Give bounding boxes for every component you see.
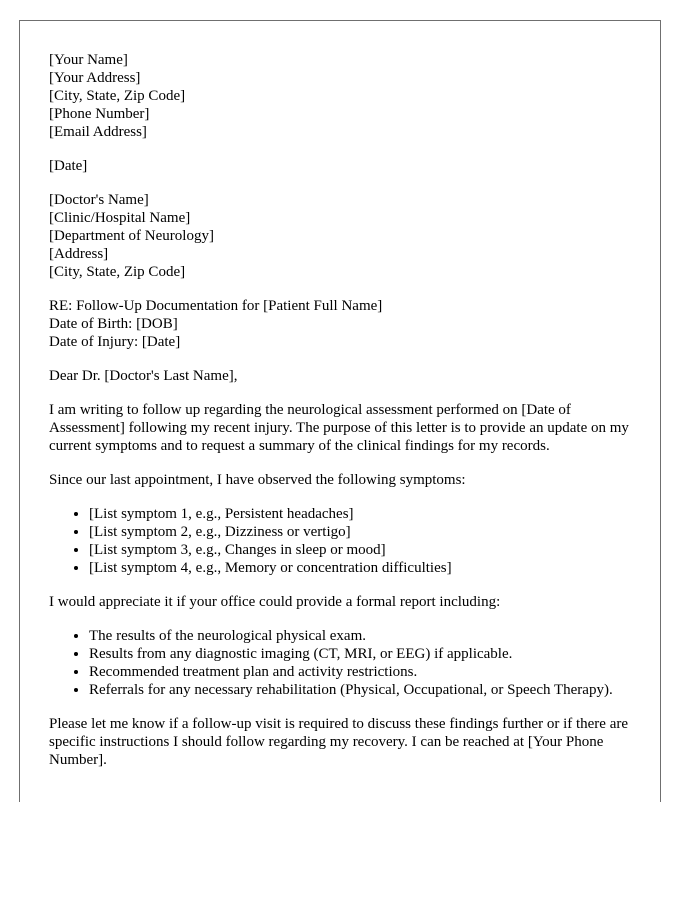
letter-date: [Date] bbox=[49, 158, 88, 174]
symptoms-list bbox=[49, 505, 641, 577]
recipient-name: [Doctor's Name] bbox=[49, 192, 149, 208]
letter-page bbox=[19, 20, 661, 802]
report-items-list bbox=[49, 627, 641, 699]
letter-content bbox=[49, 51, 641, 785]
reference-dob: Date of Birth: [DOB] bbox=[49, 316, 178, 332]
list-item: • Referrals for any necessary rehabilitation (Physical, Occupational, or Speech Therapy). bbox=[89, 681, 641, 699]
closing-paragraph: Please let me know if a follow-up visit is required to discuss these findings further or if there are specific instructions I should follow regarding my recovery. I can be reached at [Your Phone Number]. bbox=[49, 716, 629, 768]
list-item: • [List symptom 3, e.g., Changes in sleep or mood] bbox=[89, 541, 641, 559]
recipient-department: [Department of Neurology] bbox=[49, 228, 214, 244]
sender-city-state-zip: [City, State, Zip Code] bbox=[49, 88, 186, 104]
recipient-address: [Address] bbox=[49, 246, 109, 262]
symptoms-intro: Since our last appointment, I have observed the following symptoms: bbox=[49, 472, 466, 488]
report-intro: I would appreciate it if your office could provide a formal report including: bbox=[49, 594, 501, 610]
recipient-clinic: [Clinic/Hospital Name] bbox=[49, 210, 191, 226]
sender-address: [Your Address] bbox=[49, 70, 141, 86]
list-item: • Results from any diagnostic imaging (CT, MRI, or EEG) if applicable. bbox=[89, 645, 641, 663]
sender-name: [Your Name] bbox=[49, 52, 128, 68]
recipient-address-block bbox=[49, 191, 641, 281]
list-item: • [List symptom 4, e.g., Memory or concentration difficulties] bbox=[89, 559, 641, 577]
reference-block bbox=[49, 297, 641, 351]
reference-subject: RE: Follow-Up Documentation for [Patient Full Name] bbox=[49, 298, 383, 314]
list-item: • [List symptom 1, e.g., Persistent headaches] bbox=[89, 505, 641, 523]
date-block bbox=[49, 157, 641, 175]
sender-phone: [Phone Number] bbox=[49, 106, 150, 122]
list-item: • [List symptom 2, e.g., Dizziness or vertigo] bbox=[89, 523, 641, 541]
recipient-city-state-zip: [City, State, Zip Code] bbox=[49, 264, 186, 280]
sender-address-block bbox=[49, 51, 641, 141]
sender-email: [Email Address] bbox=[49, 124, 147, 140]
intro-paragraph: I am writing to follow up regarding the neurological assessment performed on [Date of Assessment] following my recent injury. The purpose of this letter is to provide an update on my current symptoms and to request a summary of the clinical findings for my records. bbox=[49, 402, 629, 454]
salutation: Dear Dr. [Doctor's Last Name], bbox=[49, 368, 238, 384]
list-item: • The results of the neurological physical exam. bbox=[89, 627, 641, 645]
list-item: • Recommended treatment plan and activity restrictions. bbox=[89, 663, 641, 681]
reference-injury-date: Date of Injury: [Date] bbox=[49, 334, 181, 350]
